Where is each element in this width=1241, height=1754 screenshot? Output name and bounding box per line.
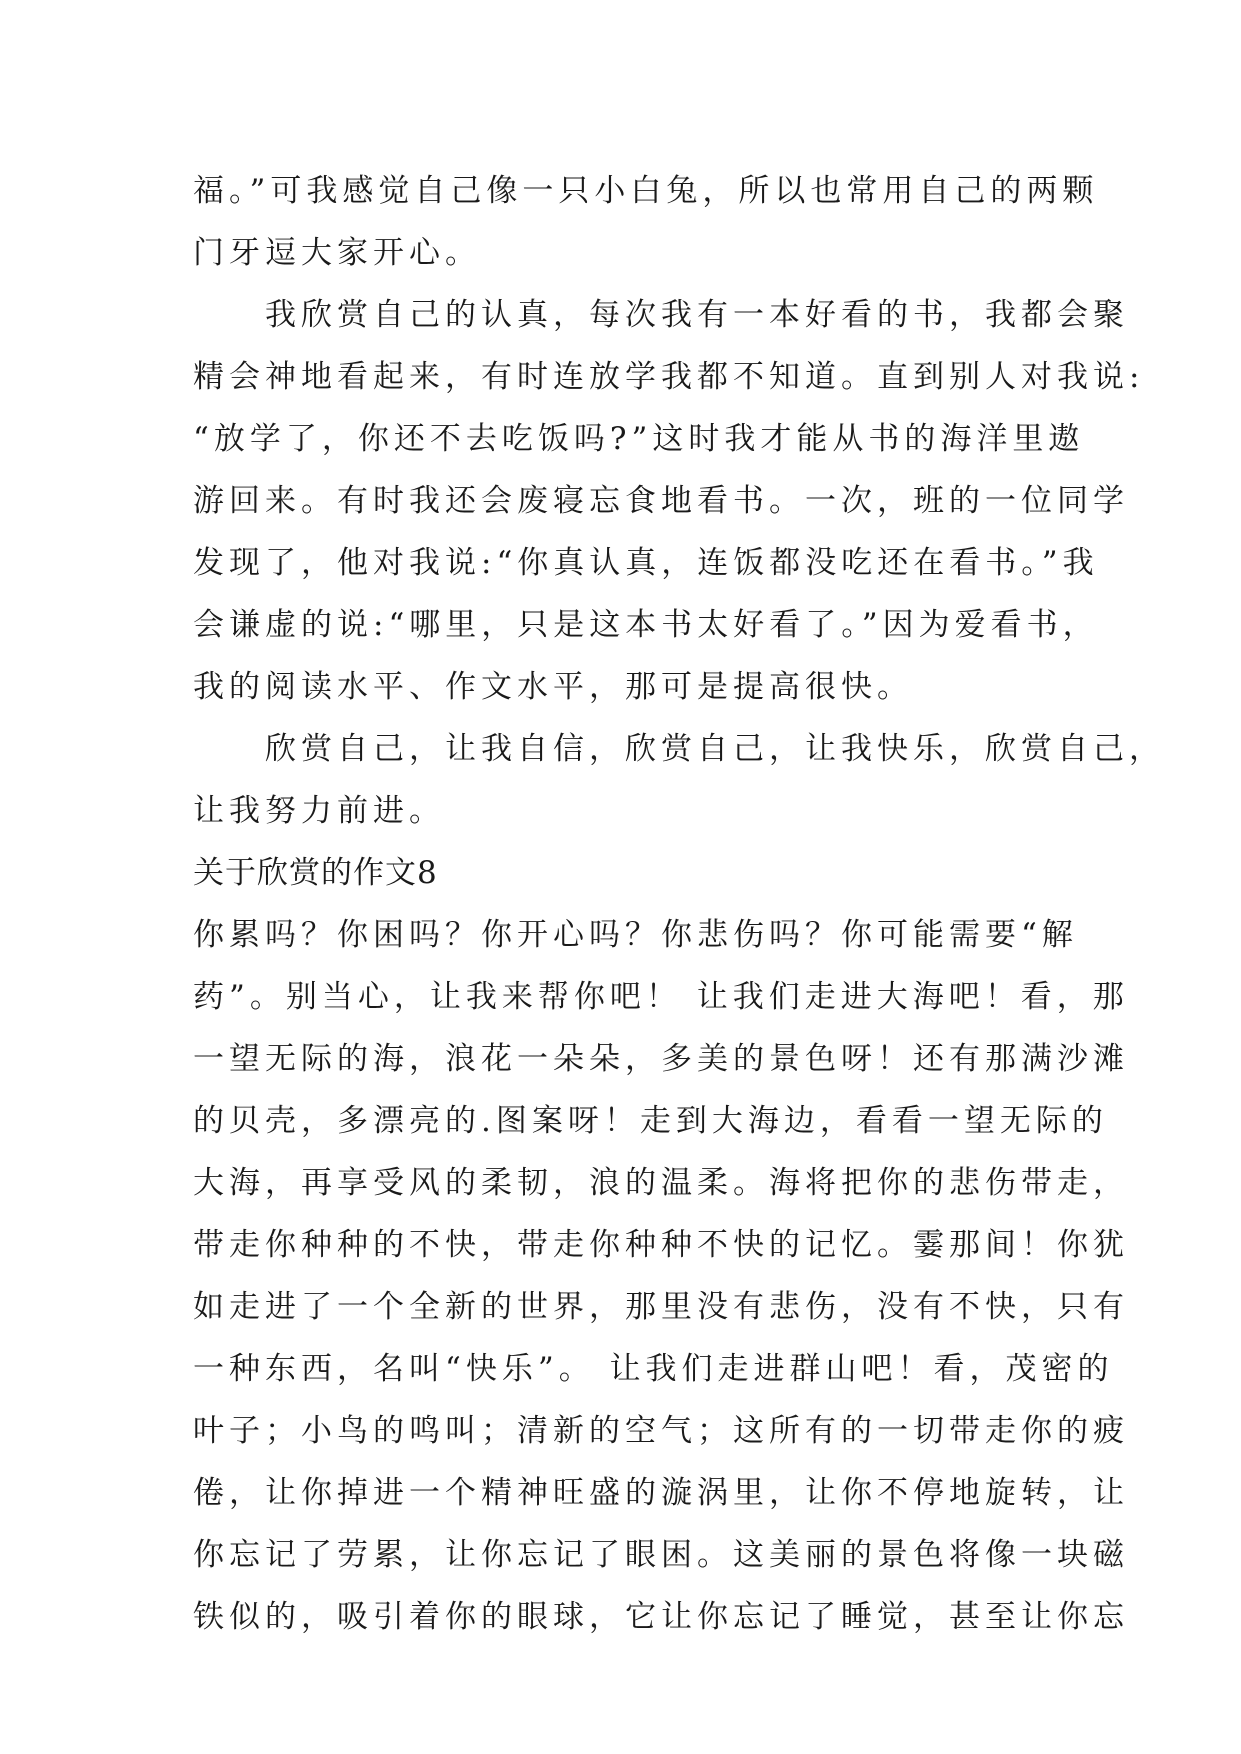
text-line: 药”。别当心，让我来帮你吧！ 让我们走进大海吧！看，那 (193, 979, 1129, 1015)
text-line: 大海，再享受风的柔韧，浪的温柔。海将把你的悲伤带走， (193, 1165, 1129, 1201)
text-line: 让我努力前进。 (193, 793, 445, 829)
text-line: 发现了，他对我说:“你真认真，连饭都没吃还在看书。”我 (193, 545, 1099, 581)
paragraph-start-line: 我欣赏自己的认真，每次我有一本好看的书，我都会聚 (265, 297, 1129, 333)
text-line: 带走你种种的不快，带走你种种不快的记忆。霎那间！你犹 (193, 1227, 1129, 1263)
text-line: 倦，让你掉进一个精神旺盛的漩涡里，让你不停地旋转，让 (193, 1475, 1129, 1511)
text-line: 叶子；小鸟的鸣叫；清新的空气；这所有的一切带走你的疲 (193, 1413, 1129, 1449)
text-line: 你累吗？你困吗？你开心吗？你悲伤吗？你可能需要“解 (193, 917, 1078, 953)
section-heading: 关于欣赏的作文8 (193, 855, 438, 891)
text-line: 游回来。有时我还会废寝忘食地看书。一次，班的一位同学 (193, 483, 1129, 519)
text-line: 福。”可我感觉自己像一只小白兔，所以也常用自己的两颗 (193, 173, 1099, 209)
text-line: “放学了，你还不去吃饭吗?”这时我才能从书的海洋里遨 (193, 421, 1085, 457)
text-line: 的贝壳，多漂亮的.图案呀！走到大海边，看看一望无际的 (193, 1103, 1108, 1139)
text-line: 一种东西，名叫“快乐”。 让我们走进群山吧！看，茂密的 (193, 1351, 1114, 1387)
paragraph-start-line: 欣赏自己，让我自信，欣赏自己，让我快乐，欣赏自己， (265, 731, 1165, 767)
text-line: 如走进了一个全新的世界，那里没有悲伤，没有不快，只有 (193, 1289, 1129, 1325)
text-line: 铁似的，吸引着你的眼球，它让你忘记了睡觉，甚至让你忘 (193, 1599, 1129, 1635)
text-line: 精会神地看起来，有时连放学我都不知道。直到别人对我说: (193, 359, 1145, 395)
text-line: 会谦虚的说:“哪里，只是这本书太好看了。”因为爱看书， (193, 607, 1099, 643)
text-line: 门牙逗大家开心。 (193, 235, 481, 271)
text-line: 我的阅读水平、作文水平，那可是提高很快。 (193, 669, 913, 705)
text-line: 一望无际的海，浪花一朵朵，多美的景色呀！还有那满沙滩 (193, 1041, 1129, 1077)
document-body (193, 160, 1165, 1648)
text-line: 你忘记了劳累，让你忘记了眼困。这美丽的景色将像一块磁 (193, 1537, 1129, 1573)
